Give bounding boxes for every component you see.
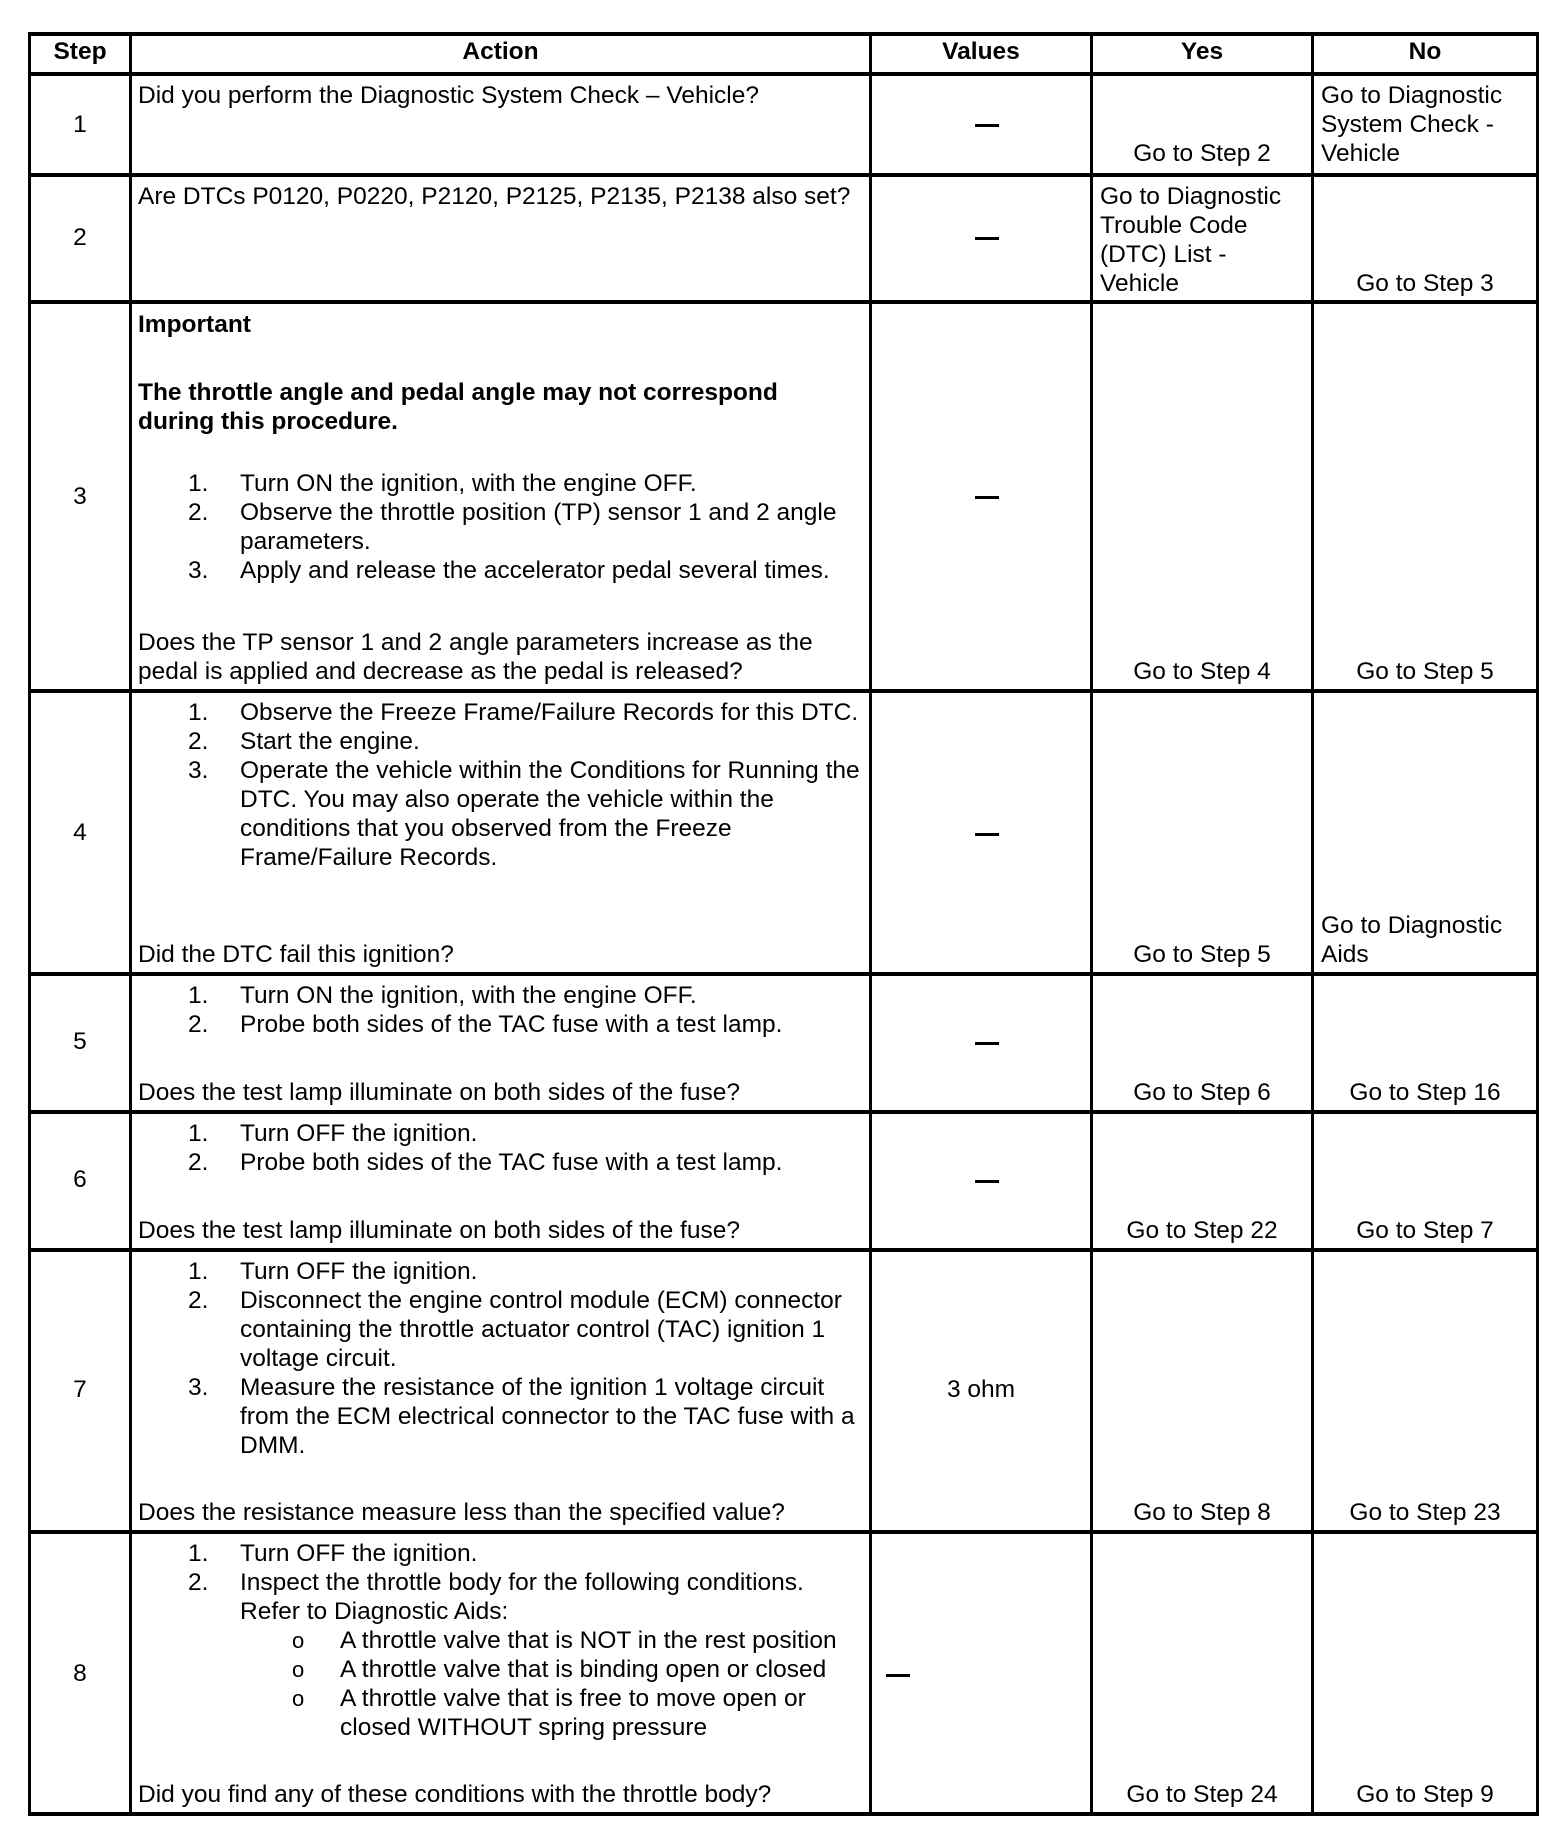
important-note: The throttle angle and pedal angle may not correspond during this procedure. (138, 379, 778, 435)
yes-outcome: Go to Step 6 (1133, 1079, 1271, 1106)
procedure-steps (138, 1539, 868, 1742)
procedure-step: 3. Apply and release the accelerator pedal several times. (188, 557, 830, 584)
action-question: Did the DTC fail this ignition? (138, 941, 454, 968)
table-border-bottom (28, 1812, 1539, 1816)
no-value-dash (886, 1674, 910, 1677)
no-outcome: Go to Step 16 (1349, 1079, 1501, 1106)
header-no: No (1408, 38, 1442, 65)
procedure-steps (138, 698, 868, 872)
procedure-step: 1. Turn OFF the ignition. (188, 1120, 478, 1147)
step-number: 6 (73, 1166, 87, 1193)
no-outcome: Go to Step 7 (1356, 1217, 1494, 1244)
procedure-step: 1. Turn OFF the ignition. (188, 1258, 478, 1285)
procedure-step: 2. Start the engine. (188, 728, 420, 755)
procedure-step: 3. Operate the vehicle within the Conditions for Running the DTC. You may also operate the vehicle within the conditions that you observed from the Freeze Frame/Failure Records. (188, 757, 860, 871)
step-number: 4 (73, 819, 87, 846)
row-divider (28, 72, 1539, 76)
no-value-dash (975, 833, 999, 836)
yes-outcome: Go to Step 2 (1133, 140, 1271, 167)
action-question: Does the test lamp illuminate on both sides of the fuse? (138, 1217, 740, 1244)
procedure-step: 1. Turn OFF the ignition. (188, 1540, 478, 1567)
header-action: Action (462, 38, 539, 65)
procedure-step: 1. Turn ON the ignition, with the engine OFF. (188, 982, 697, 1009)
procedure-step: 2. Probe both sides of the TAC fuse with a test lamp. (188, 1149, 783, 1176)
no-outcome: Go to Step 9 (1356, 1781, 1494, 1808)
table-border-top (28, 32, 1539, 36)
condition-item: o A throttle valve that is binding open or closed (292, 1656, 827, 1683)
step-number: 7 (73, 1376, 87, 1403)
procedure-step: 2. Probe both sides of the TAC fuse with a test lamp. (188, 1011, 783, 1038)
action-question: Does the test lamp illuminate on both sides of the fuse? (138, 1079, 740, 1106)
no-outcome: Go to Step 23 (1349, 1499, 1501, 1526)
no-value-dash (975, 237, 999, 240)
no-outcome: Go to Diagnostic Aids (1321, 912, 1503, 968)
step-number: 2 (73, 224, 87, 251)
procedure-step: 1. Observe the Freeze Frame/Failure Records for this DTC. (188, 699, 859, 726)
procedure-step: 2. Inspect the throttle body for the following conditions. Refer to Diagnostic Aids: o A throttle valve that is NOT in the rest position o A throttle valve that is binding open or closed o A throttle valve that is free to move open or closed WITHOUT spring pressure (138, 1568, 868, 1742)
no-value-dash (975, 124, 999, 127)
spec-value: 3 ohm (946, 1376, 1016, 1403)
procedure-steps (138, 1257, 868, 1460)
procedure-step: 1. Turn ON the ignition, with the engine OFF. (188, 470, 697, 497)
header-step: Step (53, 38, 107, 65)
step-number: 8 (73, 1660, 87, 1687)
condition-item: o A throttle valve that is free to move open or closed WITHOUT spring pressure (292, 1685, 806, 1741)
no-outcome: Go to Diagnostic System Check - Vehicle (1321, 82, 1503, 167)
step-number: 5 (73, 1028, 87, 1055)
no-outcome: Go to Step 3 (1356, 270, 1494, 297)
procedure-steps (138, 469, 868, 585)
no-value-dash (975, 1042, 999, 1045)
procedure-step: 2. Observe the throttle position (TP) sensor 1 and 2 angle parameters. (188, 499, 837, 555)
yes-outcome: Go to Step 24 (1126, 1781, 1278, 1808)
action-question: Does the resistance measure less than the specified value? (138, 1499, 785, 1526)
yes-outcome: Go to Step 5 (1133, 941, 1271, 968)
step-number: 1 (73, 111, 87, 138)
row-divider (28, 1248, 1539, 1252)
action-question: Are DTCs P0120, P0220, P2120, P2125, P2135, P2138 also set? (138, 183, 851, 210)
action-question: Did you find any of these conditions with the throttle body? (138, 1781, 772, 1808)
header-values: Values (942, 38, 1020, 65)
condition-item: o A throttle valve that is NOT in the rest position (292, 1627, 837, 1654)
yes-outcome: Go to Step 22 (1126, 1217, 1278, 1244)
procedure-steps (138, 981, 868, 1039)
row-divider (28, 1530, 1539, 1534)
diagnostic-table (28, 32, 1539, 1816)
action-question: Did you perform the Diagnostic System Check – Vehicle? (138, 82, 759, 109)
header-yes: Yes (1180, 38, 1224, 65)
row-divider (28, 1110, 1539, 1114)
yes-outcome: Go to Diagnostic Trouble Code (DTC) List - Vehicle (1100, 183, 1282, 297)
no-outcome: Go to Step 5 (1356, 658, 1494, 685)
step-number: 3 (73, 483, 87, 510)
yes-outcome: Go to Step 8 (1133, 1499, 1271, 1526)
row-divider (28, 173, 1539, 177)
procedure-steps (138, 1119, 868, 1177)
procedure-step: 3. Measure the resistance of the ignition 1 voltage circuit from the ECM electrical connector to the TAC fuse with a DMM. (188, 1374, 855, 1459)
procedure-step: 2. Disconnect the engine control module (ECM) connector containing the throttle actuator control (TAC) ignition 1 voltage circuit. (188, 1287, 842, 1372)
no-value-dash (975, 496, 999, 499)
action-question: Does the TP sensor 1 and 2 angle parameters increase as the pedal is applied and decrease as the pedal is released? (138, 629, 813, 685)
condition-list (240, 1626, 868, 1742)
row-divider (28, 300, 1539, 304)
no-value-dash (975, 1180, 999, 1183)
row-divider (28, 689, 1539, 693)
important-label: Important (138, 311, 251, 338)
yes-outcome: Go to Step 4 (1133, 658, 1271, 685)
row-divider (28, 972, 1539, 976)
